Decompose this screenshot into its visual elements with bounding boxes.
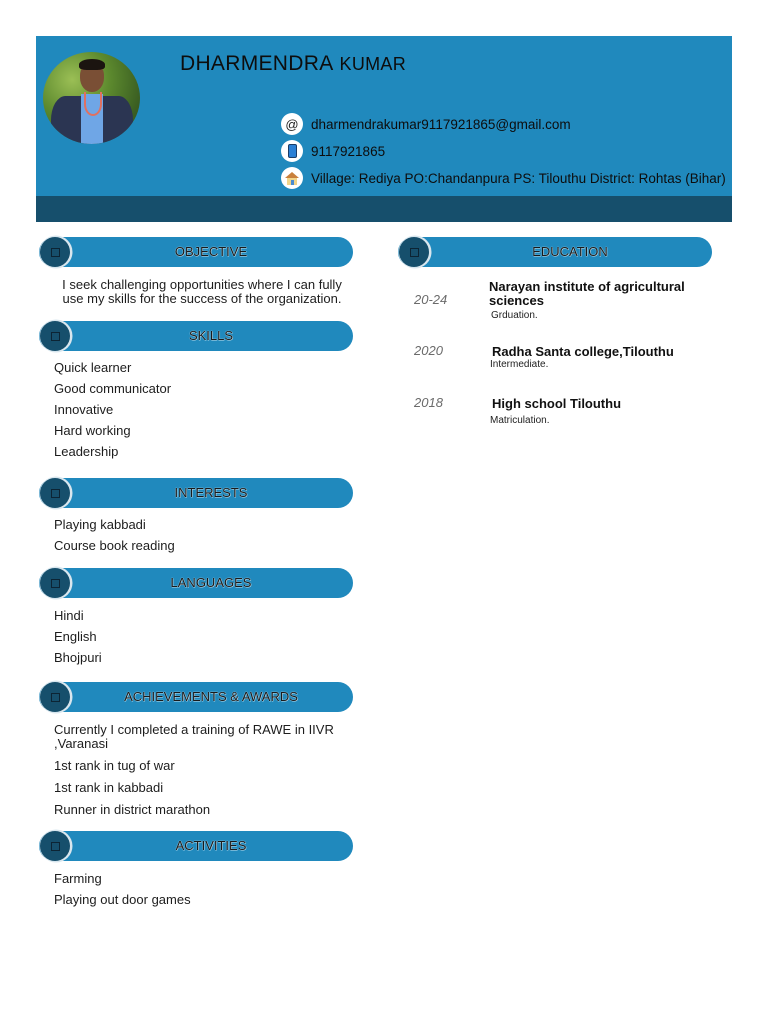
section-title: EDUCATION (532, 244, 608, 259)
phone-text[interactable]: 9117921865 (311, 143, 386, 159)
section-badge-icon (40, 682, 70, 712)
section-title: OBJECTIVE (174, 244, 248, 259)
first-name: DHARMENDRA (180, 52, 334, 75)
skill-item: Good communicator (54, 381, 172, 396)
interest-item: Course book reading (54, 538, 175, 553)
avatar (43, 52, 140, 144)
section-title: ACTIVITIES (175, 838, 247, 853)
languages-list (54, 605, 102, 668)
section-header-languages (39, 568, 353, 598)
section-header-skills (39, 321, 353, 351)
achievements-list (54, 719, 349, 821)
section-badge-icon (40, 237, 70, 267)
contact-phone (281, 140, 385, 162)
activity-item: Playing out door games (54, 892, 191, 907)
contact-address (281, 167, 726, 189)
language-item: English (54, 629, 97, 644)
mobile-phone-icon (281, 140, 303, 162)
education-degree: Matriculation. (490, 415, 550, 426)
skill-item: Quick learner (54, 360, 132, 375)
section-header-objective (39, 237, 353, 267)
language-item: Hindi (54, 608, 84, 623)
avatar-hair (79, 59, 105, 70)
education-year: 2018 (414, 395, 443, 410)
section-title: SKILLS (188, 328, 234, 343)
achievement-item: 1st rank in kabbadi (54, 780, 164, 795)
activities-list (54, 868, 191, 910)
education-school: Narayan institute of agricultural sciences (489, 279, 685, 308)
education-school: High school Tilouthu (492, 396, 622, 411)
section-header-achievements (39, 682, 353, 712)
house-icon (281, 167, 303, 189)
section-badge-icon (40, 478, 70, 508)
education-year: 2020 (414, 343, 443, 358)
education-degree: Grduation. (491, 310, 538, 321)
section-header-interests (39, 478, 353, 508)
section-badge-icon (40, 831, 70, 861)
education-school: Radha Santa college,Tilouthu (492, 344, 674, 359)
avatar-lanyard (84, 92, 102, 116)
section-title: INTERESTS (174, 485, 248, 500)
achievement-item: Runner in district marathon (54, 802, 211, 817)
achievement-item: Currently I completed a training of RAWE in IIVR ,Varanasi (54, 722, 334, 751)
last-name: KUMAR (339, 54, 407, 74)
section-title: ACHIEVEMENTS & AWARDS (124, 689, 298, 704)
section-title: LANGUAGES (170, 575, 252, 590)
section-header-activities (39, 831, 353, 861)
section-badge-icon (40, 321, 70, 351)
objective-text: I seek challenging opportunities where I can fully use my skills for the success of the organization. (62, 277, 342, 306)
address-text: Village: Rediya PO:Chandanpura PS: Tilouthu District: Rohtas (Bihar) (311, 170, 726, 186)
contact-email (281, 113, 571, 135)
section-header-education (398, 237, 712, 267)
header-bottom-band (36, 196, 732, 222)
achievement-item: 1st rank in tug of war (54, 758, 175, 773)
section-badge-icon (399, 237, 429, 267)
section-badge-icon (40, 568, 70, 598)
education-year: 20-24 (414, 292, 448, 307)
skills-list (54, 357, 171, 462)
interest-item: Playing kabbadi (54, 517, 146, 532)
skill-item: Innovative (54, 402, 114, 417)
candidate-name (180, 52, 406, 76)
email-text[interactable]: dharmendrakumar9117921865@gmail.com (311, 116, 571, 132)
education-degree: Intermediate. (490, 359, 549, 370)
interests-list (54, 514, 175, 556)
skill-item: Hard working (54, 423, 131, 438)
language-item: Bhojpuri (54, 650, 102, 665)
skill-item: Leadership (54, 444, 119, 459)
activity-item: Farming (54, 871, 102, 886)
at-sign-icon: @ (281, 113, 303, 135)
